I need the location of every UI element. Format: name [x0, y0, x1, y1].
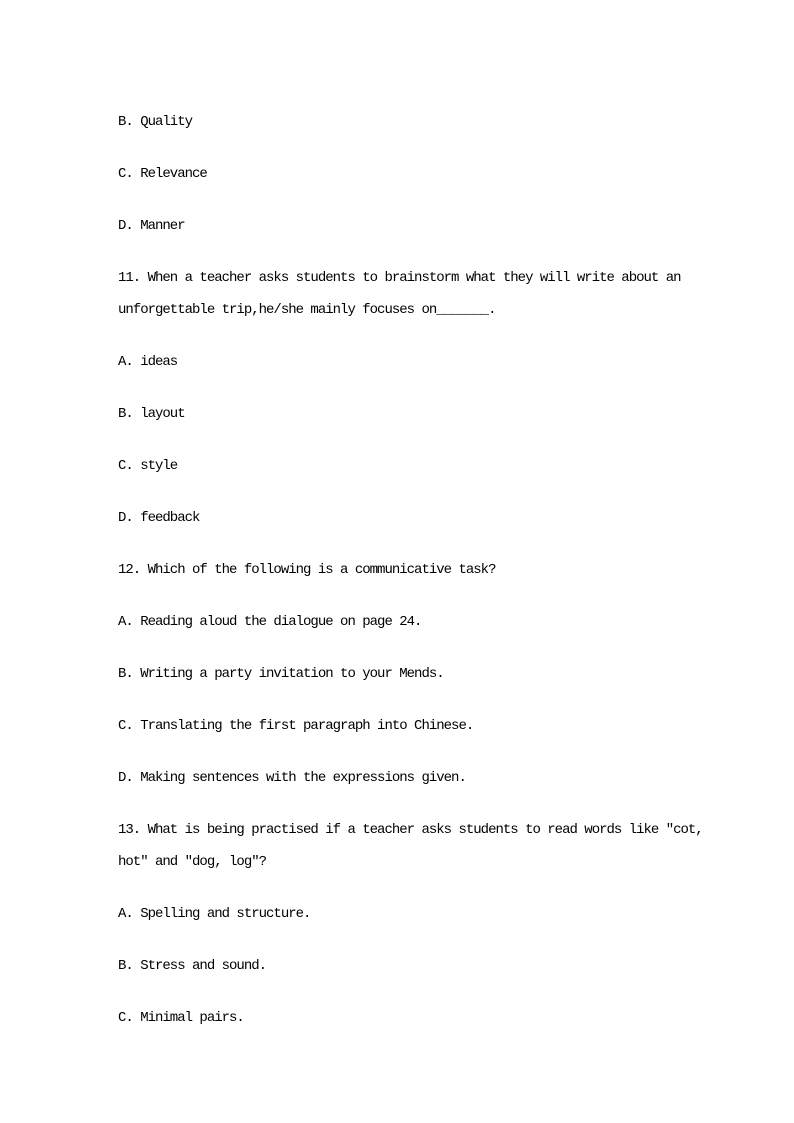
text-line: C. Minimal pairs. [118, 1010, 244, 1026]
q12-option-a [118, 606, 704, 638]
q10-option-d [118, 210, 704, 242]
text-line: C. style [118, 458, 178, 474]
text-line: A. Spelling and structure. [118, 906, 311, 922]
q10-option-b [118, 106, 704, 138]
q12-option-b [118, 658, 704, 690]
text-line: A. Reading aloud the dialogue on page 24. [118, 614, 422, 630]
q13-option-c [118, 1002, 704, 1034]
question-13 [118, 814, 704, 878]
question-11 [118, 262, 704, 326]
text-line: 13. What is being practised if a teacher asks students to read words like ″cot, [118, 822, 703, 838]
q11-option-c [118, 450, 704, 482]
text-line: B. layout [118, 406, 185, 422]
q10-option-c [118, 158, 704, 190]
q11-option-d [118, 502, 704, 534]
text-line: 12. Which of the following is a communicative task? [118, 562, 496, 578]
text-line: D. Manner [118, 218, 185, 234]
question-12 [118, 554, 704, 586]
text-line: 11. When a teacher asks students to brainstorm what they will write about an [118, 270, 681, 286]
text-line: B. Quality [118, 114, 193, 130]
text-line: D. Making sentences with the expressions given. [118, 770, 466, 786]
q11-option-b [118, 398, 704, 430]
text-line: C. Translating the first paragraph into Chinese. [118, 718, 474, 734]
text-line: A. ideas [118, 354, 178, 370]
text-line: B. Stress and sound. [118, 958, 267, 974]
q11-option-a [118, 346, 704, 378]
text-line: B. Writing a party invitation to your Mends. [118, 666, 444, 682]
text-line: C. Relevance [118, 166, 207, 182]
q13-option-b [118, 950, 704, 982]
q12-option-c [118, 710, 704, 742]
text-line: hot″ and ″dog, log″? [118, 854, 267, 870]
text-line: D. feedback [118, 510, 200, 526]
q12-option-d [118, 762, 704, 794]
document-content [118, 106, 704, 1054]
text-line: unforgettable trip,he/she mainly focuses on_______. [118, 302, 496, 318]
q13-option-a [118, 898, 704, 930]
